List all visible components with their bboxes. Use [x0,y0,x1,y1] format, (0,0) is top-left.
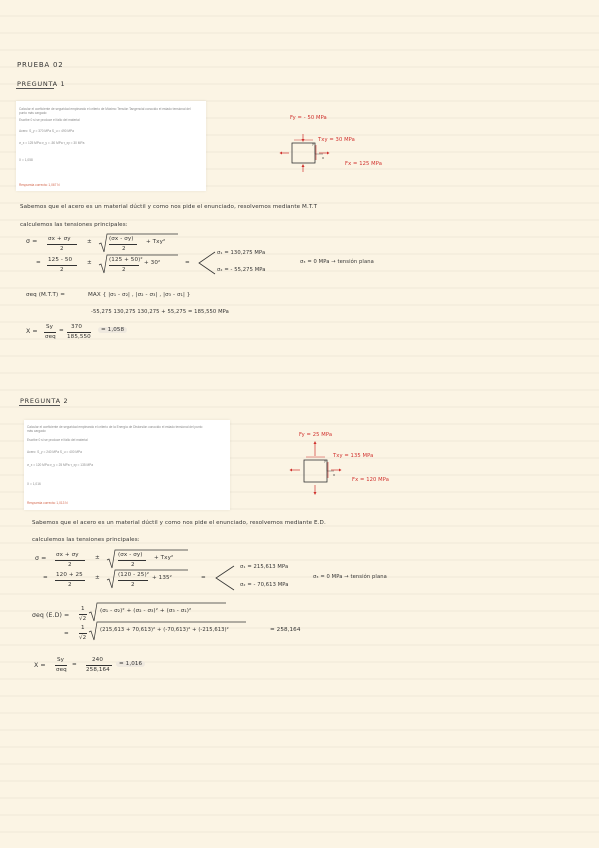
q1-safety-factor-result: = 1,058 [98,327,127,333]
fraction-bar [55,560,85,561]
q1-sigma-y-label: Fy = - 50 MPa [290,115,327,121]
q1-formula2-eq2: = [185,260,190,266]
q2-x-lhs: X = [34,662,46,669]
q1-formula2-num: 125 - 50 [48,257,73,263]
svg-text:x: x [333,473,336,477]
q2-formula-den: 2 [68,562,72,568]
fraction-bar [67,332,91,333]
fraction-bar [118,560,146,561]
q2-eq-frac-num: 1 [81,606,85,612]
q1-sigma-x-label: Fx = 125 MPa [345,161,382,167]
q2-sigma3: σ₃ = 0 MPa → tensión plana [313,574,387,580]
q1-formula-den: 2 [60,246,64,252]
q1-formula-pm: ± [87,239,92,245]
q1-eq-values: -55,275 130,275 130,275 + 55,275 = 185,550 MPa [91,309,229,315]
card-correct-answer: Respuesta correcta: 1,067 N [19,183,60,187]
q2-statement: Sabemos que el acero es un material dúctil y como nos pide el enunciado, resolvemos mediante E.D. [32,520,326,526]
fraction-bar [55,665,67,666]
q1-formula2-den-2: 2 [122,267,126,273]
q1-formula-den-2: 2 [122,246,126,252]
document-title: PRUEBA 02 [17,61,64,69]
q1-eq-lhs: σeq (M.T.T) = [26,292,65,298]
q2-formula2-den: 2 [68,582,72,588]
q2-eq2-frac-den: √2 [79,635,87,641]
card-stresses: σ_x = 125 MPa σ_y = -50 MPa τ_xy = 30 MPa [19,141,85,145]
question-2-underline [19,405,60,406]
q2-sigma1: σ₁ = 215,613 MPa [240,564,289,570]
q2-eq2-result: = 258,164 [270,627,301,633]
q2-formula-tau: + Txy² [154,555,174,561]
q2-calc-label: calculemos las tensiones principales: [32,537,140,543]
card-prompt-2: más cargado: [27,429,47,433]
card-answer: X = 1,016 [27,482,41,486]
q1-calc-label: calculemos las tensiones principales: [20,222,128,228]
q1-formula-lhs: σ = [26,238,38,245]
fraction-bar [86,665,112,666]
q2-formula-den-2: 2 [131,562,135,568]
q1-x-num: Sy [46,324,54,330]
q1-formula2-pm: ± [87,260,92,266]
question-2-stress-element [282,432,392,502]
q1-x-lhs: X = [26,328,38,335]
q1-formula2-eq: = [36,260,41,266]
q2-formula-num: σx + σy [56,552,79,558]
fraction-bar [109,265,139,266]
q1-x-den2: 185,550 [67,334,91,340]
question-1-card [16,101,206,191]
q2-eq2-root: (215,613 + 70,613)² + (-70,613)² + (-215,613)² [100,627,229,633]
q1-statement: Sabemos que el acero es un material dúctil y como nos pide el enunciado, resolvemos mediante M.T.T [20,204,318,210]
q1-formula-diff: (σx - σy) [109,236,134,242]
card-prompt: Calcular el coeficiente de seguridad empleando el criterio de la Energía de Distorsión conocido el estado tensional del punto [27,425,203,429]
q2-formula2-den-2: 2 [131,582,135,588]
card-prompt: Calcular el coeficiente de seguridad empleando el criterio de Máximo Tensión Tangencial conocido el estado tensional del [19,107,191,111]
q1-formula2-diff: (125 + 50)² [109,257,143,263]
fraction-bar [47,265,77,266]
q1-formula2-tau: + 30² [144,260,161,266]
fraction-bar [79,633,87,634]
q2-formula2-diff: (120 - 25)² [118,572,150,578]
card-materials: Acero: S_y = 370 MPa S_u = 490 MPa [19,129,74,133]
q2-x-den: σeq [56,667,67,673]
q2-x-num2: 240 [92,657,103,663]
q1-formula-num: σx + σy [48,236,71,242]
question-2-heading: PREGUNTA 2 [20,397,69,405]
q2-formula-lhs: σ = [35,555,47,562]
svg-text:y: y [312,142,315,146]
q1-tau-label: Txy = 30 MPa [318,137,355,143]
q2-eq2-frac-num: 1 [81,625,85,631]
q2-tau-label: Txy = 135 MPa [333,453,374,459]
question-1-underline [16,88,54,89]
fraction-bar [47,244,77,245]
q1-sigma3: σ₃ = 0 MPa → tensión plana [300,259,374,265]
q1-eq-rhs: MAX { |σ₁ - σ₂| , |σ₂ - σ₃| , |σ₃ - σ₁| } [88,292,191,298]
q2-formula2-num: 120 + 25 [56,572,83,578]
q2-sigma2: σ₂ = - 70,613 MPa [240,582,289,588]
card-stresses: σ_x = 120 MPa σ_y = 25 MPa τ_xy = 135 MPa [27,463,94,467]
q1-formula2-den: 2 [60,267,64,273]
q2-sigma-y-label: Fy = 25 MPa [299,432,333,438]
card-instruction: Escribe 0 si se produce el fallo del material [27,438,88,442]
q2-eq-root: (σ₁ - σ₂)² + (σ₂ - σ₃)² + (σ₃ - σ₁)² [100,608,192,614]
fraction-bar [44,332,56,333]
fraction-bar [118,580,148,581]
fraction-bar [79,614,87,615]
q2-x-den2: 258,164 [86,667,110,673]
q1-branch-brace [197,250,217,276]
q2-eq2-eq: = [64,631,69,637]
q1-formula-tau: + Txy² [146,239,166,245]
q2-formula-pm: ± [95,555,100,561]
q2-formula-diff: (σx - σy) [118,552,143,558]
fraction-bar [55,580,85,581]
q1-sigma1: σ₁ = 130,275 MPa [217,250,266,256]
q2-eq-frac-den: √2 [79,616,87,622]
q2-x-num: Sy [57,657,65,663]
card-instruction: Escribe 0 si se produce el fallo del material [19,118,80,122]
q1-x-num2: 370 [71,324,82,330]
q2-eq-lhs: σeq (E.D) = [32,612,70,619]
svg-text:y: y [324,459,327,463]
q2-formula2-eq: = [43,575,48,581]
q2-branch-brace [214,564,236,592]
question-2-card [24,420,230,510]
q2-x-eq: = [72,662,77,668]
fraction-bar [109,244,137,245]
q1-sigma2: σ₂ = - 55,275 MPa [217,267,266,273]
q2-formula2-eq2: = [201,575,206,581]
q2-sigma-x-label: Fx = 120 MPa [352,477,389,483]
question-1-heading: PREGUNTA 1 [17,80,66,88]
q2-safety-factor-result: = 1,016 [116,661,145,667]
svg-text:x: x [322,156,325,160]
q1-x-den: σeq [45,334,56,340]
card-correct-answer: Respuesta correcta: 1,013 N [27,501,68,505]
card-materials: Acero: S_y = 240 MPa S_u = 400 MPa [27,450,82,454]
card-prompt-2: punto más cargado: [19,111,48,115]
card-answer: X = 1,058 [19,158,33,162]
q2-formula2-pm: ± [95,575,100,581]
q2-formula2-tau: + 135² [152,575,172,581]
q1-x-eq: = [59,328,64,334]
